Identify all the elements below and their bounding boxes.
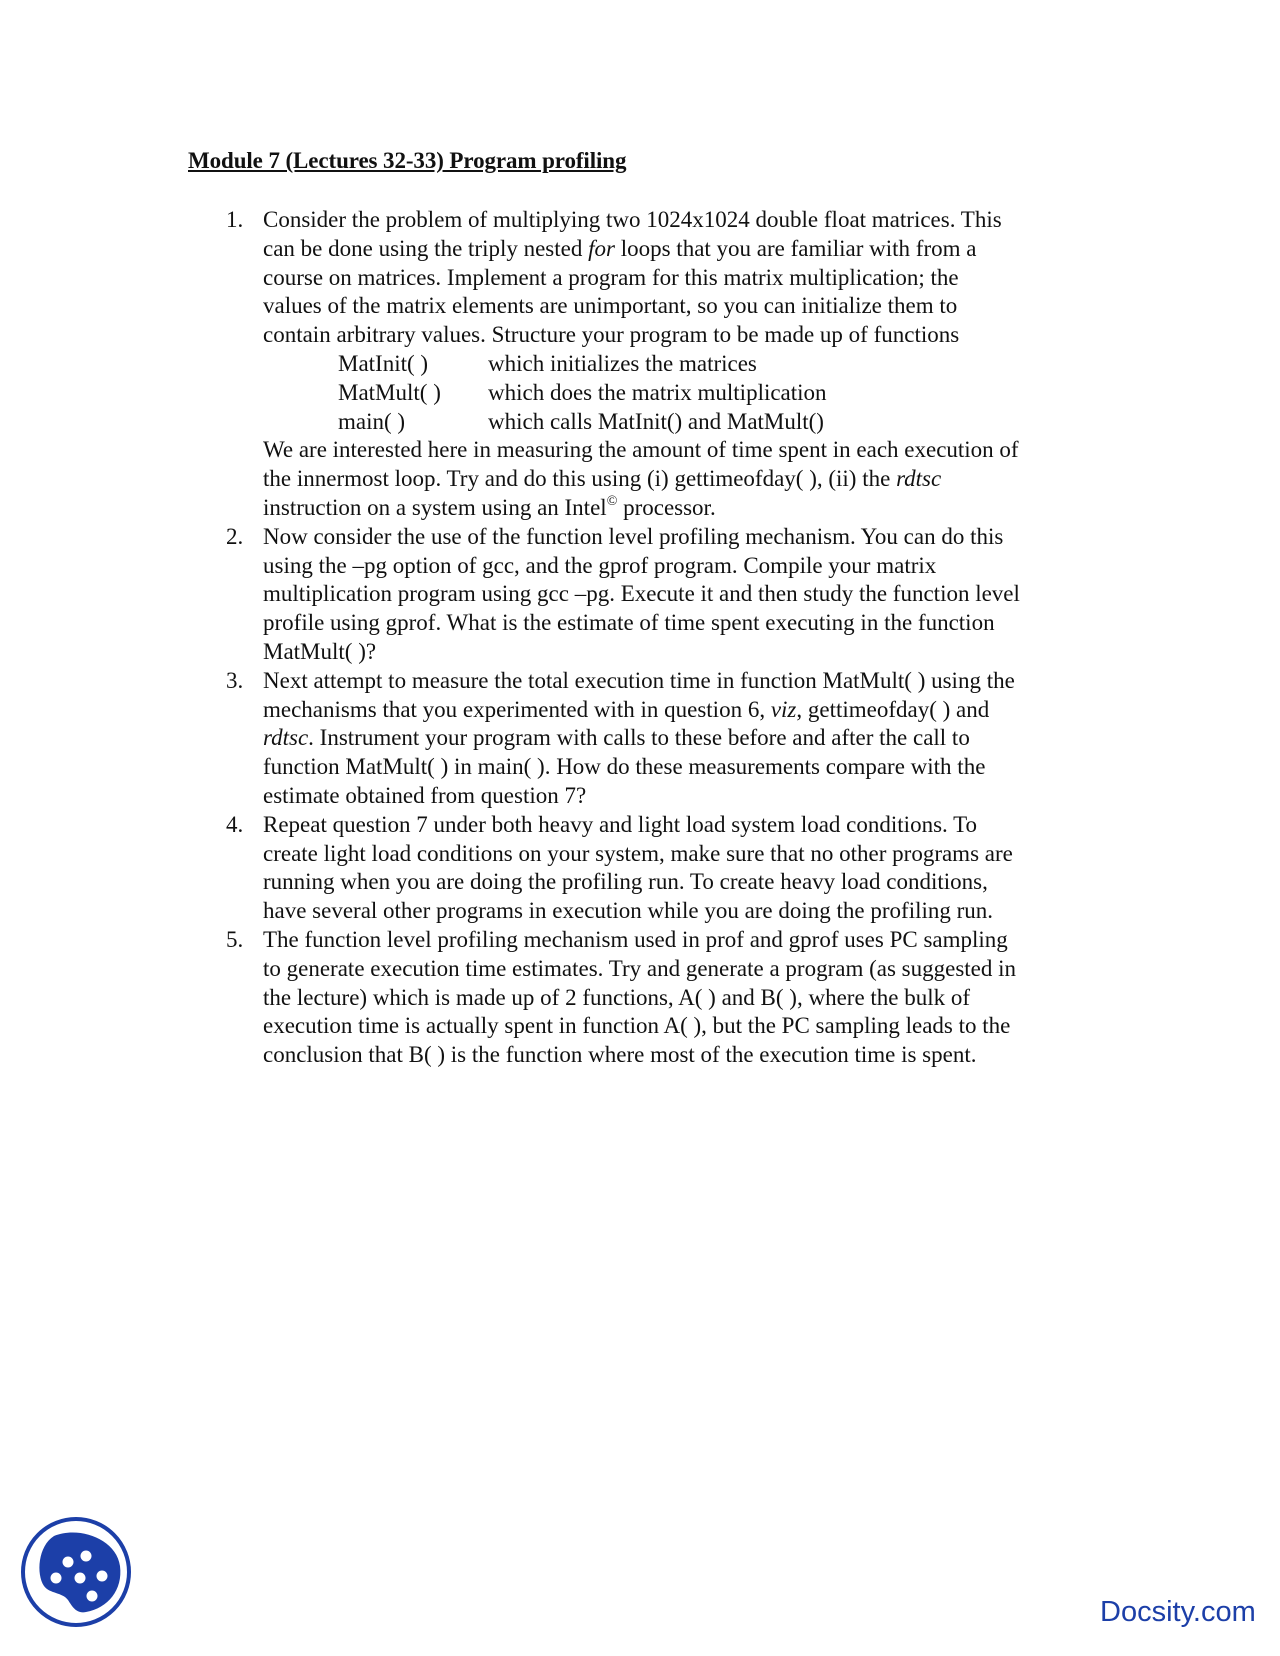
page-title: Module 7 (Lectures 32-33) Program profiling bbox=[188, 148, 627, 173]
question-line: to generate execution time estimates. Try and generate a program (as suggested in bbox=[263, 955, 1017, 981]
function-name: MatInit( ) bbox=[338, 350, 429, 376]
question-line: mechanisms that you experimented with in question 6, viz, gettimeofday( ) and bbox=[263, 696, 990, 722]
question-line: Now consider the use of the function level profiling mechanism. You can do this bbox=[263, 523, 1004, 549]
question-line: execution time is actually spent in function A( ), but the PC sampling leads to the bbox=[263, 1013, 1011, 1039]
question-line: function MatMult( ) in main( ). How do these measurements compare with the bbox=[263, 754, 986, 780]
emphasis-rdtsc: rdtsc bbox=[263, 725, 309, 751]
function-row bbox=[338, 350, 1126, 379]
question-line: profile using gprof. What is the estimate of time spent executing in the function bbox=[263, 610, 995, 636]
function-name: MatMult( ) bbox=[338, 379, 441, 405]
question-line: Repeat question 7 under both heavy and light load system load conditions. To bbox=[263, 811, 978, 837]
question-line: the innermost loop. Try and do this using (i) gettimeofday( ), (ii) the rdtsc bbox=[263, 466, 942, 492]
question-line: The function level profiling mechanism used in prof and gprof uses PC sampling bbox=[263, 926, 1008, 952]
question-number: 1. bbox=[226, 207, 244, 232]
question-1 bbox=[226, 206, 1126, 523]
docsity-brand-link[interactable]: Docsity.com bbox=[1100, 1596, 1256, 1628]
question-line: can be done using the triply nested for loops that you are familiar with from a bbox=[263, 235, 977, 261]
function-table bbox=[263, 350, 1126, 436]
question-2 bbox=[226, 523, 1126, 667]
function-row bbox=[338, 408, 1126, 437]
function-row bbox=[338, 379, 1126, 408]
copyright-mark: © bbox=[606, 493, 618, 509]
docsity-logo-icon bbox=[20, 1516, 132, 1628]
question-line: estimate obtained from question 7? bbox=[263, 782, 587, 808]
emphasis-rdtsc: rdtsc bbox=[896, 466, 942, 492]
function-description: which initializes the matrices bbox=[488, 350, 757, 376]
question-line: Next attempt to measure the total execution time in function MatMult( ) using the bbox=[263, 667, 1015, 693]
question-line: We are interested here in measuring the amount of time spent in each execution of bbox=[263, 437, 1019, 463]
question-list bbox=[226, 206, 1126, 1070]
emphasis-for: for bbox=[588, 235, 615, 261]
question-line: rdtsc. Instrument your program with calls to these before and after the call to bbox=[263, 725, 970, 751]
function-name: main( ) bbox=[338, 408, 406, 434]
question-line: course on matrices. Implement a program for this matrix multiplication; the bbox=[263, 264, 959, 290]
question-line: using the –pg option of gcc, and the gprof program. Compile your matrix bbox=[263, 552, 937, 578]
question-4 bbox=[226, 811, 1126, 926]
emphasis-viz: viz bbox=[770, 696, 797, 722]
question-line: contain arbitrary values. Structure your program to be made up of functions bbox=[263, 322, 960, 348]
question-number: 4. bbox=[226, 811, 244, 837]
function-description: which does the matrix multiplication bbox=[488, 379, 827, 405]
question-line: running when you are doing the profiling run. To create heavy load conditions, bbox=[263, 869, 988, 895]
question-line: create light load conditions on your system, make sure that no other programs are bbox=[263, 840, 1013, 866]
question-number: 3. bbox=[226, 667, 244, 693]
question-line: conclusion that B( ) is the function where most of the execution time is spent. bbox=[263, 1042, 977, 1068]
question-line: instruction on a system using an Intel© processor. bbox=[263, 493, 716, 520]
question-line: have several other programs in execution while you are doing the profiling run. bbox=[263, 898, 994, 924]
question-5 bbox=[226, 926, 1126, 1070]
question-line: the lecture) which is made up of 2 functions, A( ) and B( ), where the bulk of bbox=[263, 984, 971, 1010]
question-line: MatMult( )? bbox=[263, 638, 377, 664]
question-line: Consider the problem of multiplying two 1024x1024 double float matrices. This bbox=[263, 207, 1002, 232]
question-3 bbox=[226, 667, 1126, 811]
question-number: 5. bbox=[226, 926, 244, 952]
question-number: 2. bbox=[226, 523, 244, 549]
question-line: values of the matrix elements are unimportant, so you can initialize them to bbox=[263, 293, 958, 319]
question-line: multiplication program using gcc –pg. Execute it and then study the function level bbox=[263, 581, 1020, 607]
function-description: which calls MatInit() and MatMult() bbox=[488, 408, 824, 434]
